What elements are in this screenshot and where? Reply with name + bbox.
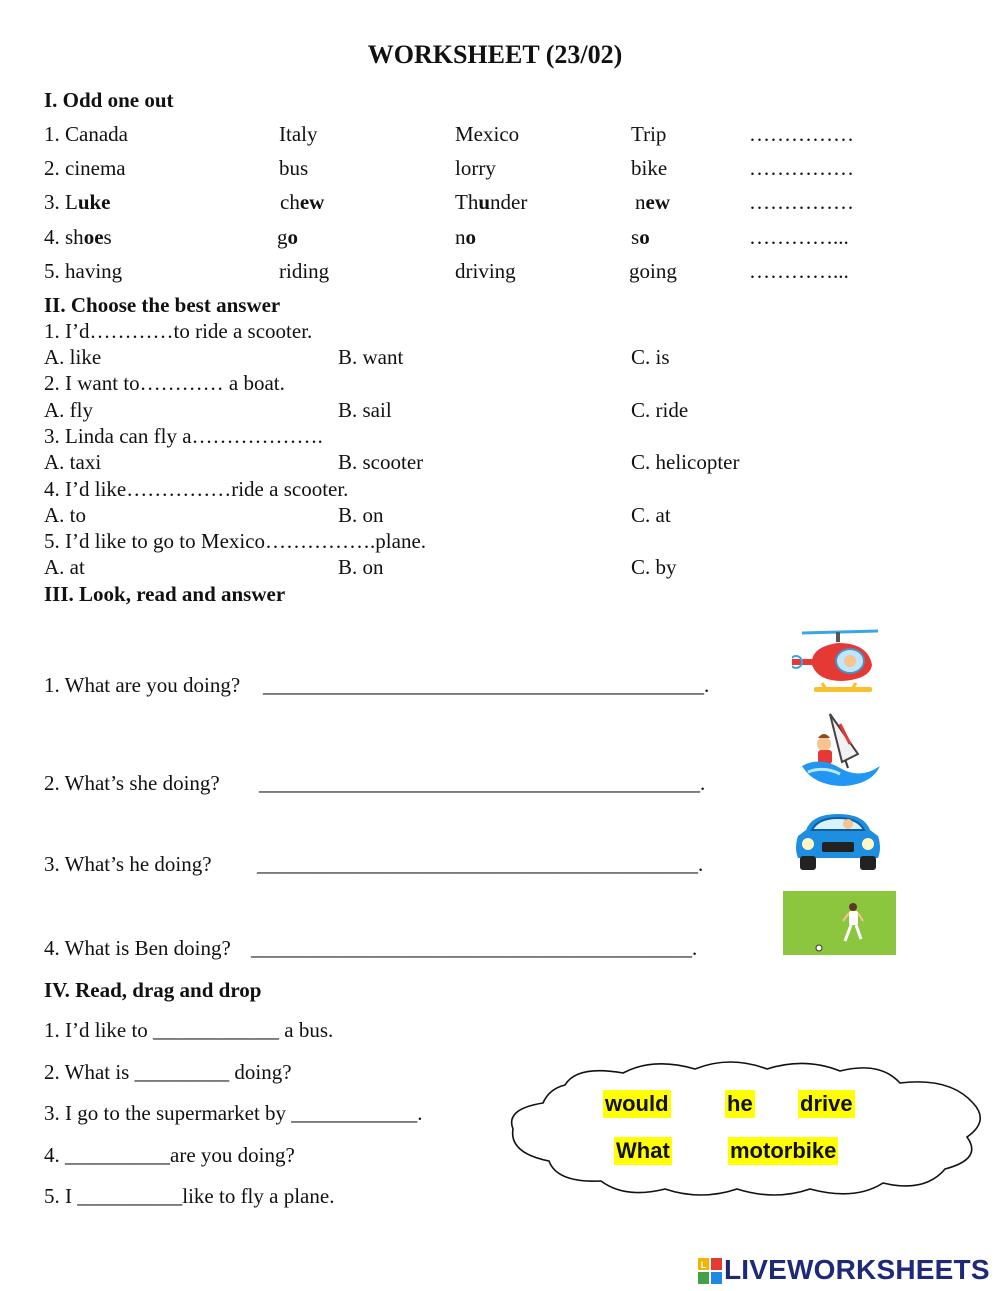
row1-word-a: 1. Canada (44, 122, 128, 146)
row3-answer-blank[interactable]: …………… (749, 190, 854, 214)
car-image (792, 808, 884, 872)
word-chip-he[interactable]: he (727, 1091, 753, 1116)
look-answer-line-4[interactable]: __________________________________________. (251, 936, 698, 960)
row1-word-b: Italy (279, 122, 318, 146)
mc-q4-option-c[interactable]: C. at (631, 503, 671, 527)
mc-q1-option-b[interactable]: B. want (338, 345, 404, 369)
row3-word-c (455, 190, 527, 215)
row5-word-b: riding (279, 259, 330, 283)
look-question-4: 4. What is Ben doing? (44, 936, 231, 960)
row5-answer-blank[interactable]: …………... (749, 259, 849, 283)
row2-answer-blank[interactable]: …………… (749, 156, 854, 180)
row3-word-b-plain: ch (280, 190, 300, 214)
row4-word-d-plain: s (631, 225, 640, 249)
mc-q1-option-a[interactable]: A. like (44, 345, 102, 369)
row3-word-c-plain: Th (455, 190, 479, 214)
row3-word-d (635, 190, 670, 215)
mc-q5-option-a[interactable]: A. at (44, 555, 85, 579)
mc-question-1: 1. I’d…………to ride a scooter. (44, 319, 313, 343)
section2-heading: II. Choose the best answer (44, 293, 281, 317)
mc-q1-option-c[interactable]: C. is (631, 345, 670, 369)
row3-word-a-plain: 3. L (44, 190, 78, 214)
mc-question-3: 3. Linda can fly a………………. (44, 424, 323, 448)
word-chip-drive[interactable]: drive (800, 1091, 853, 1116)
mc-q4-option-a[interactable]: A. to (44, 503, 86, 527)
row2-word-a: 2. cinema (44, 156, 126, 180)
helicopter-image (792, 625, 882, 693)
look-answer-line-3[interactable]: __________________________________________. (257, 852, 704, 876)
row3-word-b-bold: ew (299, 190, 325, 214)
row1-answer-blank[interactable]: …………… (749, 122, 854, 146)
mc-question-4: 4. I’d like……………ride a scooter. (44, 477, 349, 501)
row4-word-b (277, 225, 298, 250)
row2-word-c: lorry (455, 156, 496, 180)
row3-word-c-bold: u (478, 190, 491, 214)
row2-word-b: bus (279, 156, 309, 180)
row2-word-d: bike (631, 156, 668, 180)
row4-word-d-bold: o (639, 225, 650, 249)
section1-heading: I. Odd one out (44, 88, 174, 112)
mc-q3-option-c[interactable]: C. helicopter (631, 450, 740, 474)
word-chip-motorbike[interactable]: motorbike (730, 1138, 837, 1163)
look-question-2: 2. What’s she doing? (44, 771, 220, 795)
mc-q5-option-b[interactable]: B. on (338, 555, 384, 579)
mc-q2-option-c[interactable]: C. ride (631, 398, 689, 422)
row1-word-d: Trip (631, 122, 667, 146)
row3-word-c-post: nder (490, 190, 528, 214)
row3-word-d-bold: ew (645, 190, 670, 214)
mc-q2-option-b[interactable]: B. sail (338, 398, 392, 422)
row4-word-a-bold: oe (83, 225, 104, 249)
row4-word-a-post: s (103, 225, 112, 249)
windsurfing-image (800, 710, 882, 788)
row3-word-a-bold: uke (77, 190, 111, 214)
row3-word-a (44, 190, 111, 215)
football-player-image (783, 891, 896, 955)
page-title: WORKSHEET (23/02) (367, 40, 623, 69)
drag-sentence-3[interactable]: 3. I go to the supermarket by ____________. (44, 1101, 423, 1125)
row4-word-a (44, 225, 112, 250)
mc-question-5: 5. I’d like to go to Mexico…………….plane. (44, 529, 427, 553)
row5-word-c: driving (455, 259, 516, 283)
drag-sentence-1[interactable]: 1. I’d like to ____________ a bus. (44, 1018, 334, 1042)
liveworksheets-brand[interactable]: LIVEWORKSHEETS (724, 1254, 990, 1285)
look-question-3: 3. What’s he doing? (44, 852, 212, 876)
mc-question-2: 2. I want to………… a boat. (44, 371, 285, 395)
mc-q3-option-b[interactable]: B. scooter (338, 450, 424, 474)
row4-word-b-plain: g (277, 225, 288, 249)
row4-answer-blank[interactable]: …………... (749, 225, 849, 249)
drag-sentence-5[interactable]: 5. I __________like to fly a plane. (44, 1184, 335, 1208)
mc-q4-option-b[interactable]: B. on (338, 503, 384, 527)
row5-word-a: 5. having (44, 259, 123, 283)
row4-word-a-plain: 4. sh (44, 225, 84, 249)
word-chip-what[interactable]: What (616, 1138, 670, 1163)
look-answer-line-2[interactable]: __________________________________________. (259, 771, 706, 795)
row3-word-b (280, 190, 324, 215)
logo-letter-l: L (700, 1260, 707, 1270)
mc-q2-option-a[interactable]: A. fly (44, 398, 93, 422)
row3-word-d-plain: n (635, 190, 646, 214)
row4-word-c-bold: o (465, 225, 476, 249)
mc-q3-option-a[interactable]: A. taxi (44, 450, 102, 474)
section3-heading: III. Look, read and answer (44, 582, 286, 606)
word-bank-cloud (505, 1055, 990, 1200)
drag-sentence-2[interactable]: 2. What is _________ doing? (44, 1060, 292, 1084)
row5-word-d: going (629, 259, 677, 283)
look-answer-line-1[interactable]: __________________________________________. (263, 673, 710, 697)
drag-sentence-4[interactable]: 4. __________are you doing? (44, 1143, 295, 1167)
row1-word-c: Mexico (455, 122, 520, 146)
look-question-1: 1. What are you doing? (44, 673, 241, 697)
row4-word-d (631, 225, 650, 250)
mc-q5-option-c[interactable]: C. by (631, 555, 677, 579)
row4-word-c (455, 225, 476, 250)
row4-word-c-plain: n (455, 225, 466, 249)
row4-word-b-bold: o (287, 225, 298, 249)
liveworksheets-logo-icon (698, 1258, 722, 1284)
section4-heading: IV. Read, drag and drop (44, 978, 262, 1002)
word-chip-would[interactable]: would (605, 1091, 669, 1116)
